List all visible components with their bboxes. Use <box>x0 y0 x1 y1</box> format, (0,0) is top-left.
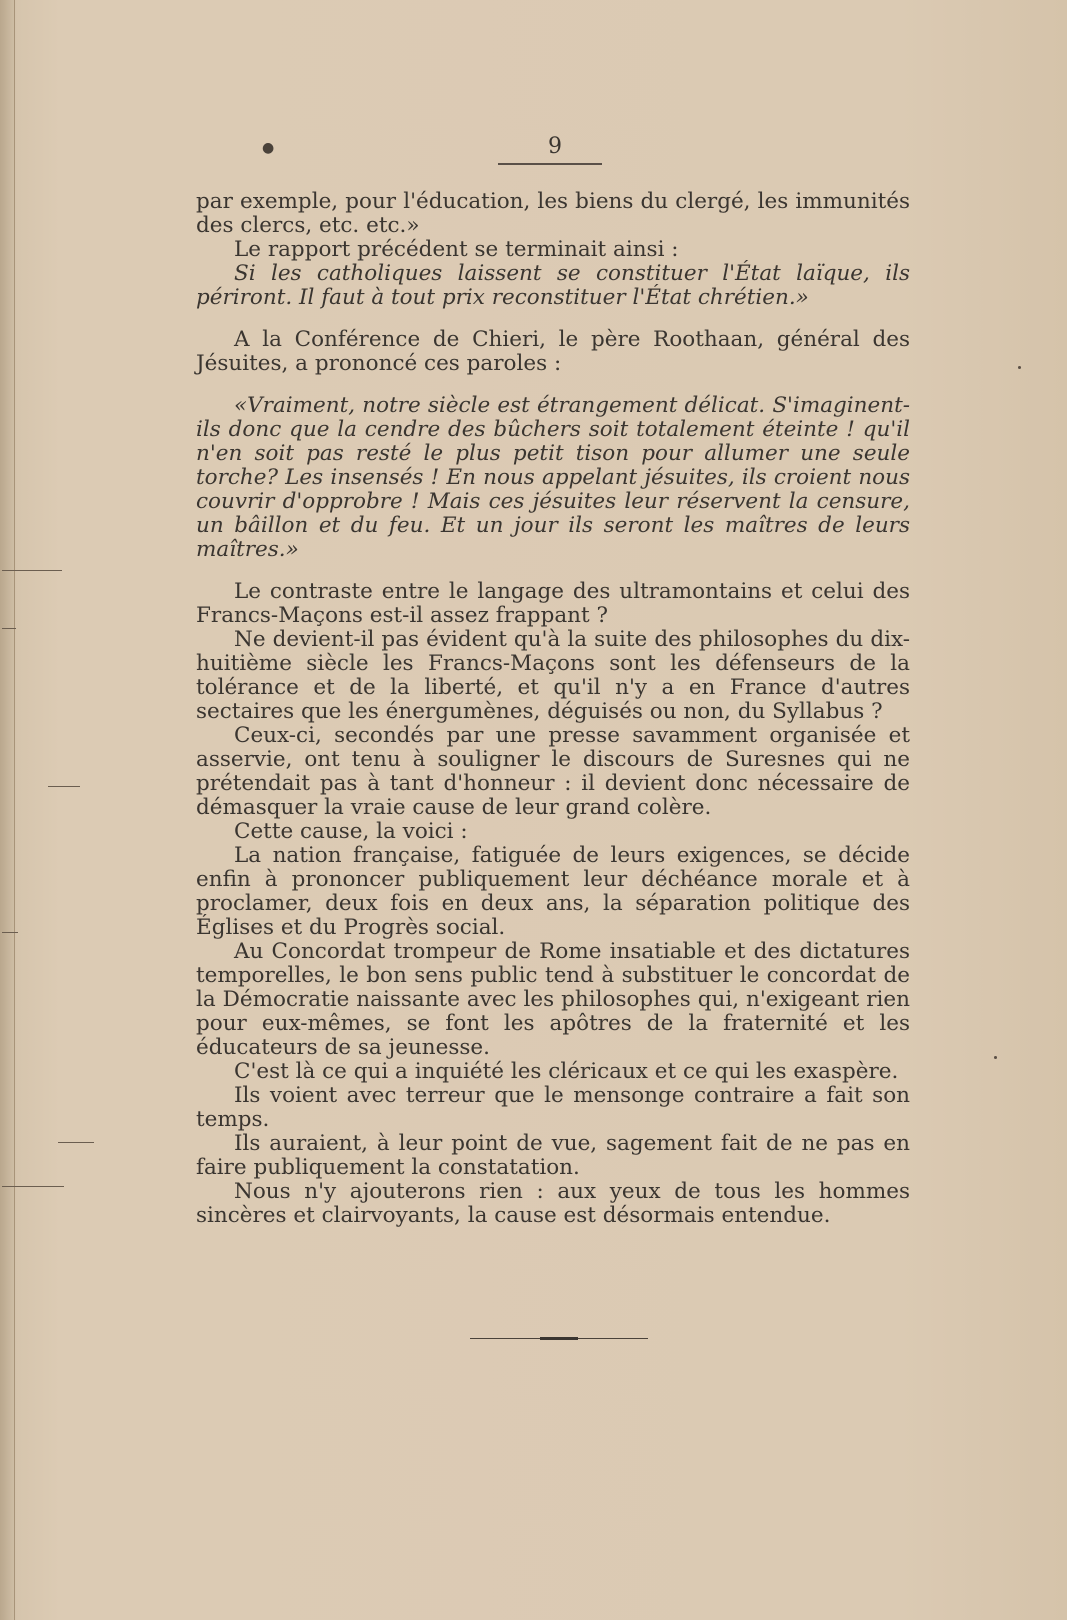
body-text <box>196 190 910 1228</box>
end-ornament-left <box>470 1338 540 1339</box>
paragraph: Ne devient-il pas évident qu'à la suite des philosophes du dix-huitième siècle les Francs-Maçons sont les défenseurs de la tolérance et de la liberté, et qu'il n'y a en France d'autres sectaires que les énergumènes, déguisés ou non, du Syllabus ? <box>196 627 910 724</box>
folio-rule <box>498 163 602 165</box>
paragraph: par exemple, pour l'éducation, les biens du clergé, les immunités des clercs, etc. etc.» <box>196 189 910 238</box>
paper-speck <box>1018 366 1021 369</box>
paper-speck <box>994 1056 997 1059</box>
paragraph: La nation française, fatiguée de leurs exigences, se décide enfin à prononcer publiquement leur déchéance morale et à proclamer, deux fois en deux ans, la séparation politique des Églises et du Progrès social. <box>196 843 910 940</box>
binding-edge <box>0 0 15 1620</box>
paragraph: A la Conférence de Chieri, le père Roothaan, général des Jésuites, a prononcé ces paroles : <box>196 327 910 376</box>
edge-mark <box>2 570 62 571</box>
paragraph: Le contraste entre le langage des ultramontains et celui des Francs-Maçons est-il assez frappant ? <box>196 579 910 628</box>
paragraph: Nous n'y ajouterons rien : aux yeux de tous les hommes sincères et clairvoyants, la cause est désormais entendue. <box>196 1179 910 1228</box>
page-number: 9 <box>548 134 562 159</box>
paragraph: C'est là ce qui a inquiété les cléricaux et ce qui les exaspère. <box>234 1059 899 1084</box>
paragraph: Cette cause, la voici : <box>234 819 468 844</box>
paragraph: Ceux-ci, secondés par une presse savamment organisée et asservie, ont tenu à souligner le discours de Suresnes qui ne prétendait pas à tant d'honneur : il devient donc nécessaire de démasquer la vraie cause de leur grand colère. <box>196 723 910 820</box>
end-ornament-right <box>578 1338 648 1339</box>
paragraph: Ils auraient, à leur point de vue, sagement fait de ne pas en faire publiquement la constatation. <box>196 1131 910 1180</box>
edge-mark <box>2 1186 64 1187</box>
paragraph: Si les catholiques laissent se constituer l'État laïque, ils périront. Il faut à tout prix reconstituer l'État chrétien.» <box>196 261 910 310</box>
edge-mark <box>2 932 18 933</box>
edge-mark <box>58 1142 94 1143</box>
quote-paragraph: «Vraiment, notre siècle est étrangement délicat. S'imaginent-ils donc que la cendre des bûchers soit totalement éteinte ! qu'il n'en soit pas resté le plus petit tison pour allumer une seule torche? Les insensés ! En nous appelant jésuites, ils croient nous couvrir d'opprobre ! Mais ces jésuites leur réservent la censure, un bâillon et du feu. Et un jour ils seront les maîtres de leurs maîtres.» <box>196 393 910 562</box>
end-ornament-center <box>540 1337 578 1340</box>
edge-mark <box>2 628 16 629</box>
edge-mark <box>48 786 80 787</box>
folio-dot-icon: ● <box>262 140 275 156</box>
paragraph: Le rapport précédent se terminait ainsi : <box>234 237 679 262</box>
paragraph: Au Concordat trompeur de Rome insatiable et des dictatures temporelles, le bon sens public tend à substituer le concordat de la Démocratie naissante avec les philosophes qui, n'exigeant rien pour eux-mêmes, se font les apôtres de la fraternité et les éducateurs de sa jeunesse. <box>196 939 910 1060</box>
paragraph: Ils voient avec terreur que le mensonge contraire a fait son temps. <box>196 1083 910 1132</box>
